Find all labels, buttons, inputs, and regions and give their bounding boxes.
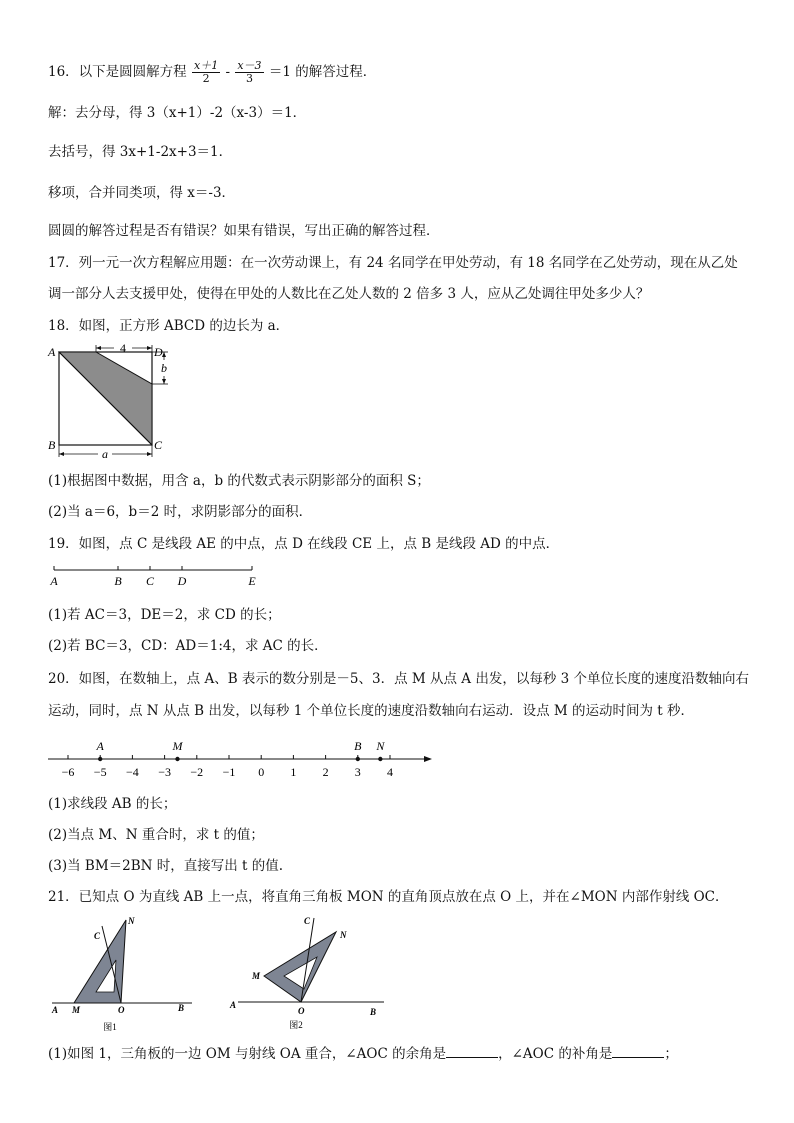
q16-line2: 去括号，得 3x+1-2x+3＝1． <box>48 144 233 160</box>
fig2-caption: 图2 <box>289 1020 303 1030</box>
q20-part2: (2)当点 M、N 重合时，求 t 的值； <box>48 827 264 843</box>
axis-tick-label: 2 <box>322 765 329 779</box>
fig2-c-label: C <box>304 916 311 926</box>
q17-line2: 调一部分人去支援甲处，使得在甲处的人数比在乙处人数的 2 倍多 3 人，应从乙处调往甲处多少人？ <box>48 286 650 302</box>
fig1-caption: 图1 <box>103 1022 117 1032</box>
q18-stem: 18．如图，正方形 ABCD 的边长为 a． <box>48 318 290 334</box>
q18-part1: (1)根据图中数据，用含 a，b 的代数式表示阴影部分的面积 S； <box>48 473 430 489</box>
q16-line4: 圆圆的解答过程是否有错误？如果有错误，写出正确的解答过程． <box>48 223 440 239</box>
side-dim-label: b <box>161 361 167 375</box>
point-a-dot <box>98 757 102 761</box>
q19-segment-figure <box>44 560 264 590</box>
fig1-n-label: N <box>128 916 135 926</box>
point-n-label: N <box>376 739 385 753</box>
q21-part1: (1)如图 1，三角板的一边 OM 与射线 OA 重合，∠AOC 的余角是 ，∠AOC 的补角是 ； <box>48 1046 678 1062</box>
q16-line1: 解：去分母，得 3（x+1）-2（x-3）＝1． <box>48 105 307 121</box>
q20-number-line <box>44 735 444 783</box>
fig1-o-label: O <box>118 1005 125 1015</box>
axis-tick-label: 4 <box>387 765 393 779</box>
fig1-a-label: A <box>52 1005 59 1015</box>
point-n-dot <box>378 757 382 761</box>
axis-tick-label: −5 <box>93 765 107 779</box>
q19-stem: 19．如图，点 C 是线段 AE 的中点，点 D 在线段 CE 上，点 B 是线段 AD 的中点． <box>48 536 560 552</box>
axis-tick-label: −3 <box>158 765 171 779</box>
top-dim-label: 4 <box>120 341 126 355</box>
fraction-2: $\frac{x-3}{3}$ <box>237 59 262 85</box>
q20-line1: 20．如图，在数轴上，点 A、B 表示的数分别是－5、3．点 M 从点 A 出发，以每秒 3 个单位长度的速度沿数轴向右 <box>48 671 750 687</box>
q21-figure2 <box>226 912 396 1037</box>
answer-blank-2[interactable] <box>612 1045 664 1058</box>
point-d-label: D <box>177 574 187 588</box>
vertex-a-label: A <box>48 345 56 359</box>
fig2-n-label: N <box>340 930 347 940</box>
point-b-label: B <box>114 574 122 588</box>
fig1-b-label: B <box>178 1003 185 1013</box>
axis-tick-label: −2 <box>190 765 204 779</box>
fig1-m-label: M <box>72 1005 81 1015</box>
axis-tick-label: −6 <box>61 765 75 779</box>
answer-blank-1[interactable] <box>446 1045 498 1058</box>
fig2-m-label: M <box>252 971 261 981</box>
point-m-dot <box>175 757 179 761</box>
fraction-1: $\frac{x+1}{2}$ <box>193 59 219 85</box>
point-c-label: C <box>145 574 155 588</box>
q17-line1: 17．列一元一次方程解应用题：在一次劳动课上，有 24 名同学在甲处劳动，有 18 名同学在乙处劳动，现在从乙处 <box>48 255 738 271</box>
axis-arrow <box>424 756 432 762</box>
q18-part2: (2)当 a＝6，b＝2 时，求阴影部分的面积． <box>48 504 313 520</box>
q18-square-figure <box>44 340 174 465</box>
q16-stem: 16．以下是圆圆解方程 $\frac{x+1}{2}$ - $\frac{x-3}{3}$ ＝1 的解答过程． <box>48 59 377 85</box>
fig2-a-label: A <box>230 1000 237 1010</box>
q20-part3: (3)当 BM＝2BN 时，直接写出 t 的值. <box>48 858 284 874</box>
axis-tick-label: −1 <box>222 765 236 779</box>
q20-line2: 运动，同时，点 N 从点 B 出发，以每秒 1 个单位长度的速度沿数轴向右运动．设点 M 的运动时间为 t 秒． <box>48 703 694 719</box>
point-a-label: A <box>50 574 58 588</box>
q20-part1: (1)求线段 AB 的长； <box>48 796 177 812</box>
q21-stem: 21．已知点 O 为直线 AB 上一点，将直角三角板 MON 的直角顶点放在点 O 上，并在∠MON 内部作射线 OC． <box>48 889 729 905</box>
axis-tick-label: 1 <box>290 765 297 779</box>
point-b-dot <box>356 757 360 761</box>
q21-figure1 <box>44 912 194 1037</box>
point-e-label: E <box>248 574 256 588</box>
vertex-b-label: B <box>48 438 56 452</box>
bottom-dim-label: a <box>102 447 108 461</box>
axis-tick-label: 0 <box>258 765 265 779</box>
point-b-label: B <box>354 739 362 753</box>
fig2-o-label: O <box>298 1006 305 1016</box>
vertex-c-label: C <box>154 438 163 452</box>
vertex-d-label: D <box>154 345 163 359</box>
point-m-label: M <box>172 739 183 753</box>
axis-tick-label: 3 <box>354 765 361 779</box>
q16-line3: 移项，合并同类项，得 x＝-3． <box>48 185 236 201</box>
fig1-c-label: C <box>94 931 101 941</box>
point-a-label: A <box>96 739 104 753</box>
q19-part2: (2)若 BC＝3，CD：AD＝1:4，求 AC 的长． <box>48 638 328 654</box>
axis-tick-label: −4 <box>126 765 139 779</box>
fig2-b-label: B <box>370 1007 377 1017</box>
q19-part1: (1)若 AC＝3，DE＝2，求 CD 的长； <box>48 607 281 623</box>
